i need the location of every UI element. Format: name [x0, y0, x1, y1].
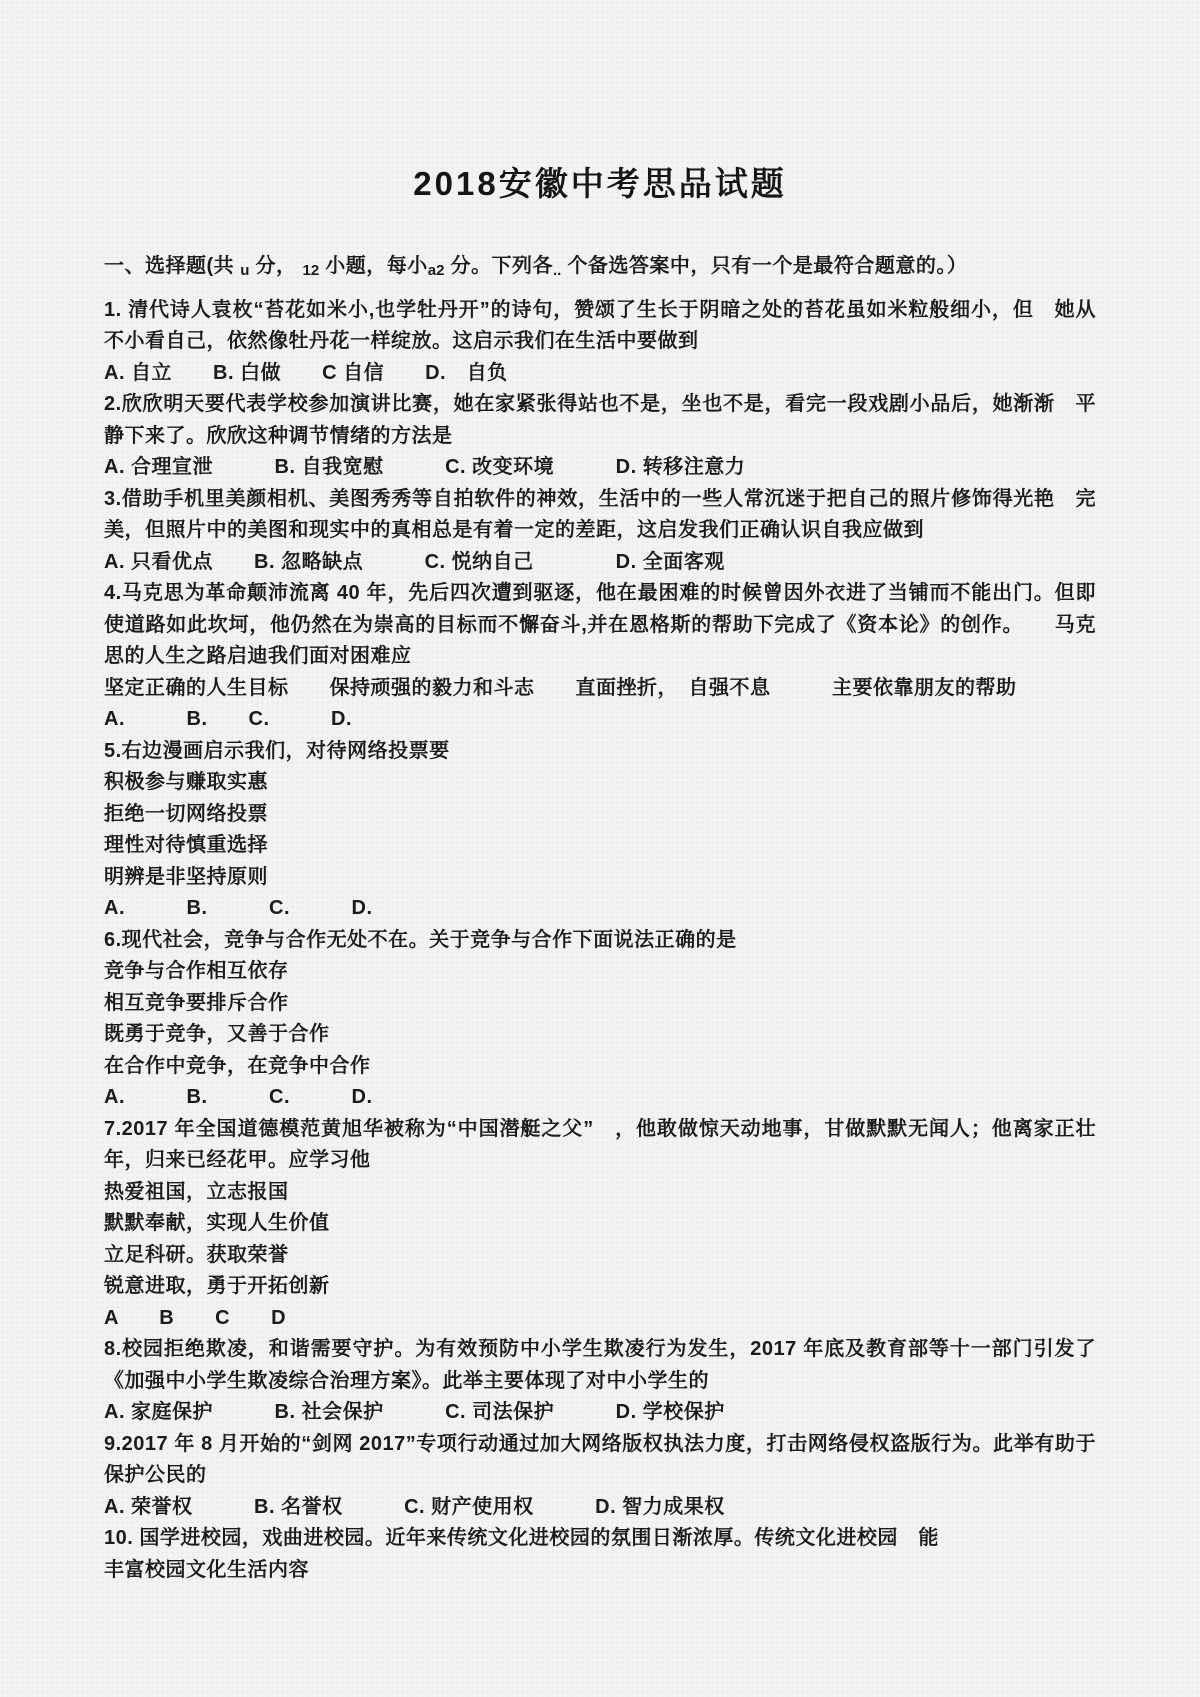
options-line: A B C D [104, 1306, 287, 1329]
question-3 [104, 484, 1096, 579]
question-stem: 1. 清代诗人袁枚“苔花如米小,也学牡丹开”的诗句，赞颂了生长于阴暗之处的苔花虽如米粒般细小，但 她从不小看自己，依然像牡丹花一样绽放。这启示我们在生活中要做到 [104, 298, 1096, 352]
page-title: 2018安徽中考思品试题 [413, 165, 787, 202]
heading-subscript: 12 [302, 262, 320, 279]
statement-item: 竞争与合作相互依存 [104, 960, 289, 982]
options-line: A. 只看优点 B. 忽略缺点 C. 悦纳自己 D. 全面客观 [104, 550, 725, 573]
question-stem: 8.校园拒绝欺凌，和谐需要守护。为有效预防中小学生欺凌行为发生，2017 年底及教育部等十一部门引发了《加强中小学生欺凌综合治理方案》。此举主要体现了对中小学生的 [104, 1338, 1096, 1392]
statement-item: 热爱祖国，立志报国 [104, 1180, 289, 1203]
statement-item: 理性对待慎重选择 [104, 834, 268, 856]
heading-part: 分， [249, 255, 303, 277]
options-line: A. 合理宣泄 B. 自我宽慰 C. 改变环境 D. 转移注意力 [104, 456, 746, 478]
question-stem: 3.借助手机里美颜相机、美图秀秀等自拍软件的神效，生活中的一些人常沉迷于把自己的照片修饰得光艳 完美，但照片中的美图和现实中的真相总是有着一定的差距，这启发我们正确认识自我应做到 [104, 487, 1096, 541]
heading-subscript: u [240, 262, 250, 279]
statement-item: 明辨是非坚持原则 [104, 865, 268, 888]
question-6 [104, 925, 1096, 1114]
question-7 [104, 1114, 1096, 1335]
question-stem: 7.2017 年全国道德模范黄旭华被称为“中国潜艇之父” ，他敢做惊天动地事，甘做默默无闻人；他离家正壮年，归来已经花甲。应学习他 [104, 1117, 1096, 1171]
question-10 [104, 1523, 1096, 1586]
options-line: A. 荣誉权 B. 名誉权 C. 财产使用权 D. 智力成果权 [104, 1495, 725, 1518]
question-stem: 6.现代社会，竞争与合作无处不在。关于竞争与合作下面说法正确的是 [104, 928, 737, 951]
options-line: A. 自立 B. 白做 C 自信 D. 自负 [104, 361, 508, 384]
heading-subscript: a2 [427, 262, 445, 279]
heading-part: 小题，每小 [319, 255, 428, 277]
question-stem: 10. 国学进校园，戏曲进校园。近年来传统文化进校园的氛围日渐浓厚。传统文化进校园 能 [104, 1527, 939, 1549]
statement-item: 立足科研。获取荣誉 [104, 1243, 289, 1266]
question-8 [104, 1334, 1096, 1429]
section-heading [104, 251, 1096, 287]
question-9 [104, 1429, 1096, 1524]
statement-item: 拒绝一切网络投票 [104, 802, 268, 825]
statement-item: 在合作中竞争，在竞争中合作 [104, 1054, 371, 1077]
heading-part: 一、选择题(共 [104, 255, 241, 277]
statement-item: 锐意进取，勇于开拓创新 [104, 1275, 330, 1297]
question-2 [104, 389, 1096, 484]
options-line: A. 家庭保护 B. 社会保护 C. 司法保护 D. 学校保护 [104, 1401, 725, 1423]
options-line: A. B. C. D. [104, 897, 373, 919]
statement-items-line: 坚定正确的人生目标 保持顽强的毅力和斗志 直面挫折， 自强不息 主要依靠朋友的帮助 [104, 676, 1017, 699]
question-stem: 4.马克思为革命颠沛流离 40 年，先后四次遭到驱逐，他在最困难的时候曾因外衣进了当铺而不能出门。但即使道路如此坎坷，他仍然在为崇高的目标而不懈奋斗,并在恩格斯的帮助下完成了《资本论》的创作。 马克思的人生之路启迪我们面对困难应 [104, 582, 1096, 667]
statement-item: 相互竞争要排斥合作 [104, 991, 289, 1014]
statement-item: 丰富校园文化生活内容 [104, 1558, 309, 1581]
question-stem: 2.欣欣明天要代表学校参加演讲比赛，她在家紧张得站也不是，坐也不是，看完一段戏剧小品后，她渐渐 平静下来了。欣欣这种调节情绪的方法是 [104, 393, 1096, 447]
question-stem: 5.右边漫画启示我们，对待网络投票要 [104, 739, 450, 762]
options-line: A. B. C. D. [104, 708, 352, 730]
heading-part: 分。下列各 [444, 255, 554, 277]
question-5 [104, 736, 1096, 925]
statement-item: 默默奉献，实现人生价值 [104, 1212, 330, 1234]
heading-part: 个备选答案中，只有一个是最符合题意的。） [561, 255, 968, 277]
options-line: A. B. C. D. [104, 1086, 373, 1108]
statement-item: 积极参与赚取实惠 [104, 771, 268, 793]
question-1 [104, 295, 1096, 390]
statement-item: 既勇于竞争，又善于合作 [104, 1023, 330, 1045]
question-stem: 9.2017 年 8 月开始的“剑网 2017”专项行动通过加大网络版权执法力度，打击网络侵权盗版行为。此举有助于保护公民的 [104, 1432, 1096, 1486]
question-4 [104, 578, 1096, 736]
heading-subscript: .. [553, 262, 562, 279]
